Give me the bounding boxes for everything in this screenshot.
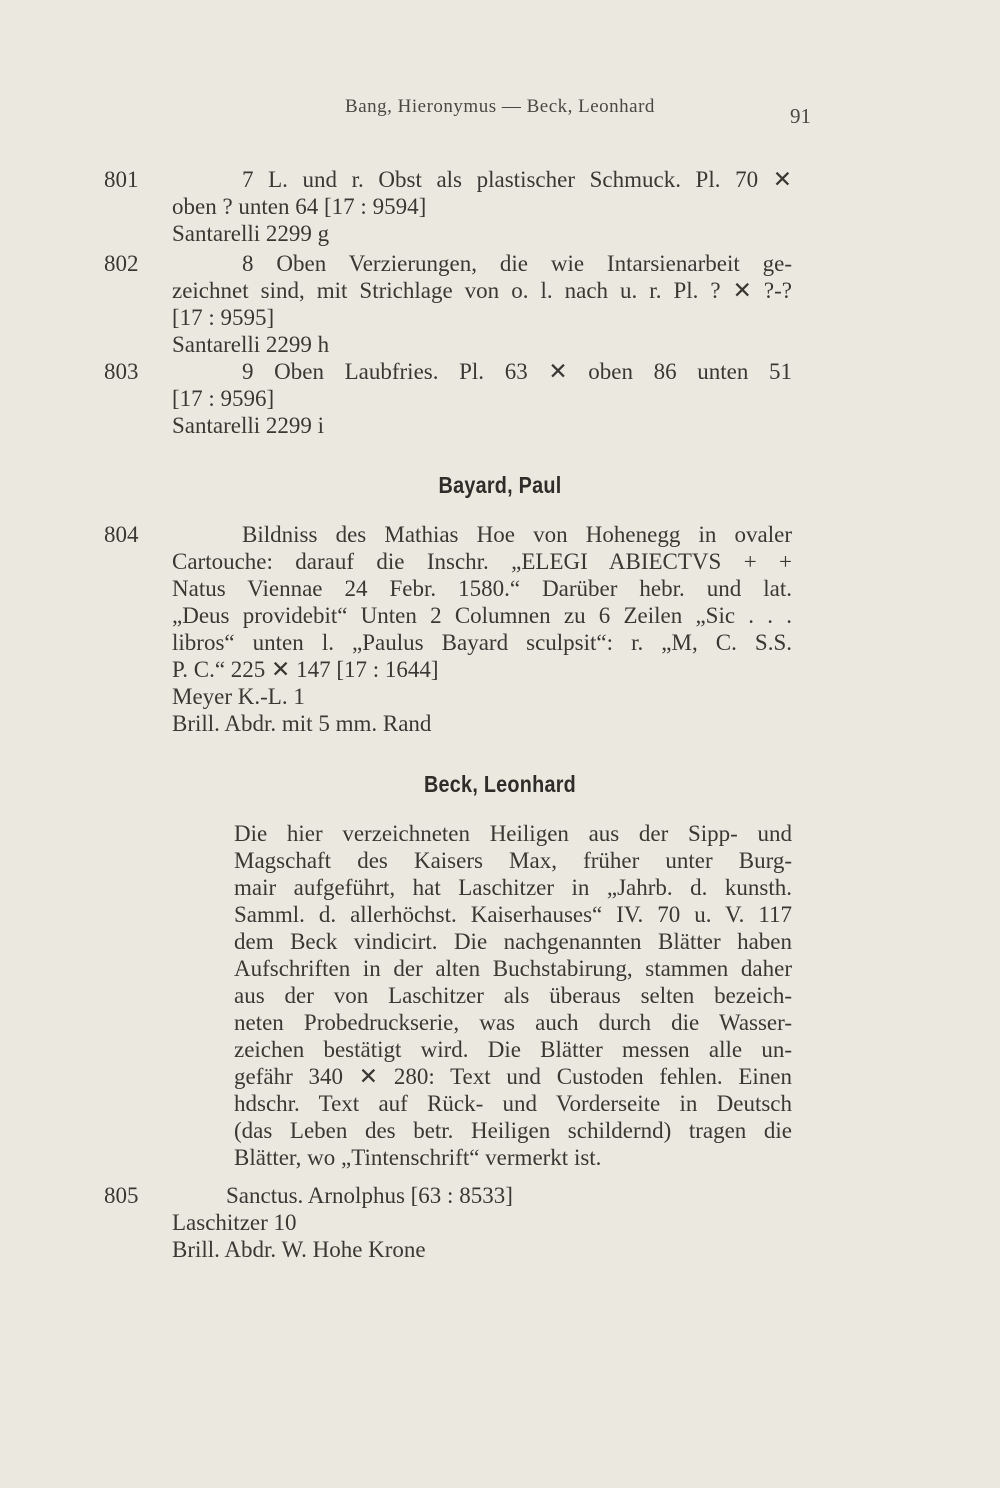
beck-intro-line-5: dem Beck vindicirt. Die nachgenannten Blätter haben: [234, 929, 792, 954]
entry-number-804: 804: [104, 522, 139, 547]
beck-intro-line-9: zeichen bestätigt wird. Die Blätter messen alle un-: [234, 1037, 792, 1062]
entry-number-801: 801: [104, 167, 139, 192]
entry-804-line-1: Bildniss des Mathias Hoe von Hohenegg in ovaler: [242, 522, 792, 547]
beck-intro-line-12: (das Leben des betr. Heiligen schildernd) tragen die: [234, 1118, 792, 1143]
entry-804-line-6: P. C.“ 225 ✕ 147 [17 : 1644]: [172, 657, 439, 682]
entry-803-line-2: [17 : 9596]: [172, 386, 275, 411]
page-number: 91: [790, 104, 811, 128]
entry-803-line-3: Santarelli 2299 i: [172, 413, 325, 438]
section-heading-bayard: Bayard, Paul: [438, 472, 562, 498]
beck-intro-line-10: gefähr 340 ✕ 280: Text und Custoden fehlen. Einen: [234, 1064, 792, 1089]
beck-intro-line-2: Magschaft des Kaisers Max, früher unter Burg-: [234, 848, 792, 873]
entry-number-803: 803: [104, 359, 139, 384]
entry-804-line-4: „Deus providebit“ Unten 2 Columnen zu 6 Zeilen „Sic . . .: [172, 603, 792, 628]
entry-803-line-1: 9 Oben Laubfries. Pl. 63 ✕ oben 86 unten 51: [242, 359, 792, 384]
entry-804-line-3: Natus Viennae 24 Febr. 1580.“ Darüber hebr. und lat.: [172, 576, 792, 601]
section-heading-beck: Beck, Leonhard: [423, 771, 577, 797]
beck-intro-line-13: Blätter, wo „Tintenschrift“ vermerkt ist.: [234, 1145, 602, 1170]
entry-801-line-3: Santarelli 2299 g: [172, 221, 330, 246]
entry-802-line-2: zeichnet sind, mit Strichlage von o. l. nach u. r. Pl. ? ✕ ?-?: [172, 278, 792, 303]
entry-801-line-1: 7 L. und r. Obst als plastischer Schmuck. Pl. 70 ✕: [242, 167, 792, 192]
beck-intro-line-6: Aufschriften in der alten Buchstabirung, stammen daher: [234, 956, 792, 981]
entry-804-line-5: libros“ unten l. „Paulus Bayard sculpsit“: r. „M, C. S.S.: [172, 630, 792, 655]
entry-802-line-3: [17 : 9595]: [172, 305, 275, 330]
entry-804-line-8: Brill. Abdr. mit 5 mm. Rand: [172, 711, 432, 736]
entry-802-line-4: Santarelli 2299 h: [172, 332, 330, 357]
entry-805-line-1: Sanctus. Arnolphus [63 : 8533]: [226, 1183, 513, 1208]
beck-intro-line-3: mair aufgeführt, hat Laschitzer in „Jahrb. d. kunsth.: [234, 875, 792, 900]
beck-intro-line-4: Samml. d. allerhöchst. Kaiserhauses“ IV. 70 u. V. 117: [234, 902, 792, 927]
entry-805-line-3: Brill. Abdr. W. Hohe Krone: [172, 1237, 426, 1262]
beck-intro-line-11: hdschr. Text auf Rück- und Vorderseite in Deutsch: [234, 1091, 792, 1116]
entry-804-line-2: Cartouche: darauf die Inschr. „ELEGI ABIECTVS + +: [172, 549, 792, 574]
entry-801-line-2: oben ? unten 64 [17 : 9594]: [172, 194, 427, 219]
beck-intro-line-1: Die hier verzeichneten Heiligen aus der Sipp- und: [234, 821, 792, 846]
running-title: Bang, Hieronymus — Beck, Leonhard: [345, 96, 655, 117]
entry-number-805: 805: [104, 1183, 139, 1208]
entry-804-line-7: Meyer K.-L. 1: [172, 684, 305, 709]
beck-intro-line-8: neten Probedruckserie, was auch durch die Wasser-: [234, 1010, 792, 1035]
entry-805-line-2: Laschitzer 10: [172, 1210, 297, 1235]
entry-802-line-1: 8 Oben Verzierungen, die wie Intarsienarbeit ge-: [242, 251, 792, 276]
beck-intro-line-7: aus der von Laschitzer als überaus selten bezeich-: [234, 983, 792, 1008]
entry-number-802: 802: [104, 251, 139, 276]
